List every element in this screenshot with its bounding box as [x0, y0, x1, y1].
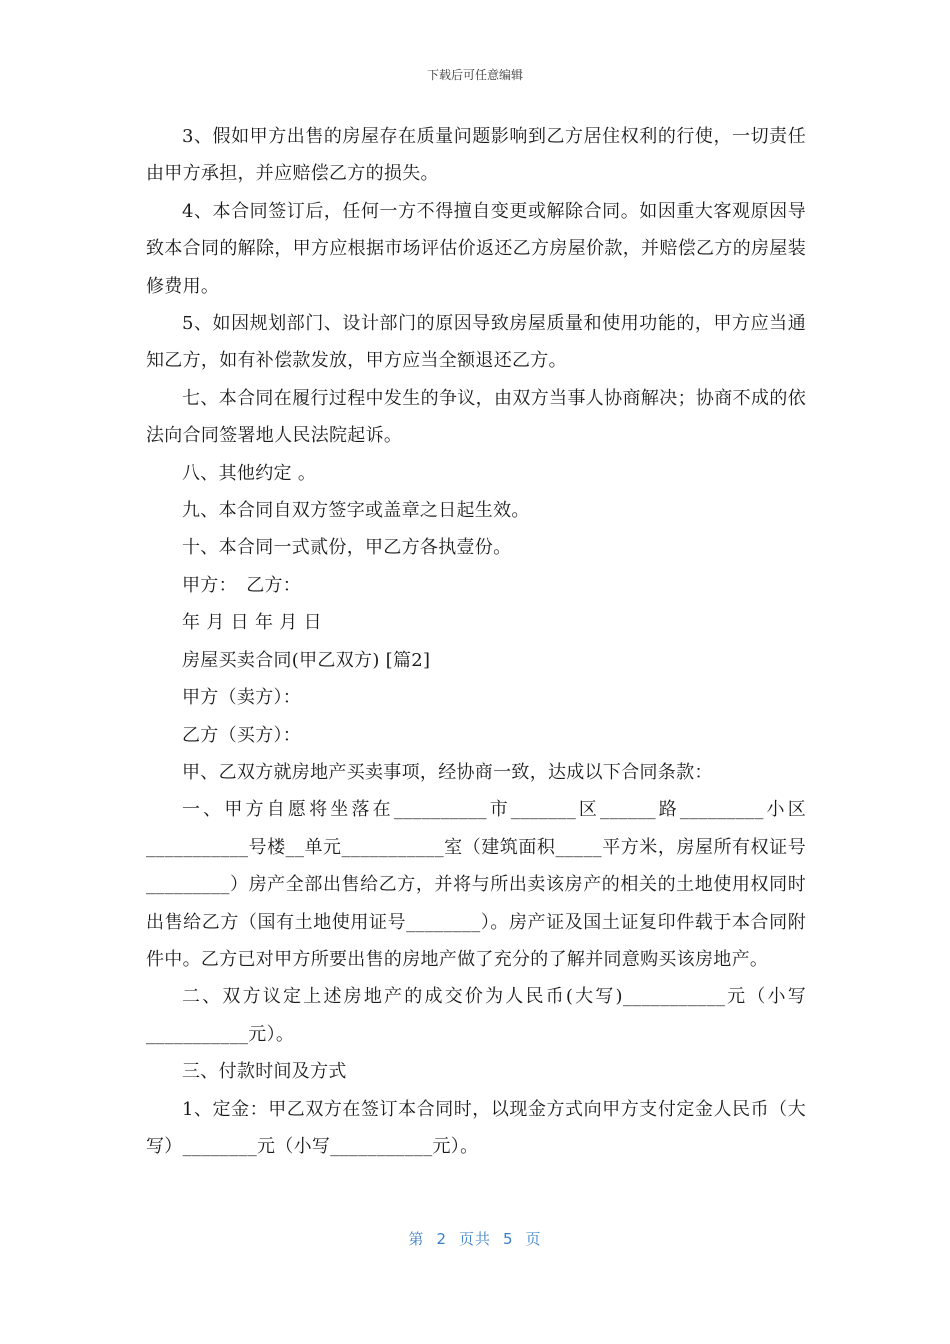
page-header: 下载后可任意编辑 [426, 68, 523, 82]
page-footer [0, 1228, 950, 1249]
paragraph: 5、如因规划部门、设计部门的原因导致房屋质量和使用功能的，甲方应当通知乙方，如有补偿款发放，甲方应当全额退还乙方。 [146, 313, 806, 372]
paragraph: 二、双方议定上述房地产的成交价为人民币(大写)___________元（小写___________元）。 [146, 986, 806, 1045]
paragraph: 1、定金：甲乙双方在签订本合同时，以现金方式向甲方支付定金人民币（大写）________元（小写___________元）。 [146, 1098, 806, 1157]
paragraph: 3、假如甲方出售的房屋存在质量问题影响到乙方居住权利的行使，一切责任由甲方承担，并应赔偿乙方的损失。 [146, 126, 806, 185]
paragraph: 七、本合同在履行过程中发生的争议，由双方当事人协商解决；协商不成的依法向合同签署地人民法院起诉。 [146, 387, 806, 447]
party-a: 甲方（卖方）： [182, 687, 302, 709]
document-body [146, 118, 806, 1165]
party-b: 乙方（买方）： [182, 724, 302, 746]
paragraph: 4、本合同签订后，任何一方不得擅自变更或解除合同。如因重大客观原因导致本合同的解除，甲方应根据市场评估价返还乙方房屋价款，并赔偿乙方的房屋装修费用。 [146, 200, 806, 297]
footer-suffix: 页 [525, 1230, 542, 1248]
paragraph: 甲、乙双方就房地产买卖事项，经协商一致，达成以下合同条款： [182, 761, 713, 783]
date-line: 年 月 日 年 月 日 [182, 612, 322, 634]
paragraph: 十、本合同一式贰份，甲乙方各执壹份。 [182, 537, 512, 559]
footer-middle: 页共 [458, 1230, 491, 1248]
paragraph: 一、甲方自愿将坐落在__________市_______区______路_________小区___________号楼__单元___________室（建筑面积_____平方米，房屋所有权证号_________）房产全部出售给乙方，并将与所出卖该房产的相关的土地使用权同时出售给乙方（国有土地使用证号________）。房产证及国土证复印件载于本合同附件中。乙方已对甲方所要出售的房地产做了充分的了解并同意购买该房地产。 [146, 799, 806, 970]
footer-prefix: 第 [408, 1230, 425, 1248]
paragraph: 八、其他约定 。 [182, 462, 317, 484]
footer-current-page: 2 [436, 1230, 447, 1248]
contract-title: 房屋买卖合同(甲乙双方) [篇2] [182, 649, 431, 671]
paragraph: 九、本合同自双方签字或盖章之日起生效。 [182, 500, 530, 522]
signature-line: 甲方： 乙方： [182, 574, 302, 596]
footer-total-pages: 5 [503, 1230, 514, 1248]
section-heading: 三、付款时间及方式 [182, 1061, 347, 1083]
